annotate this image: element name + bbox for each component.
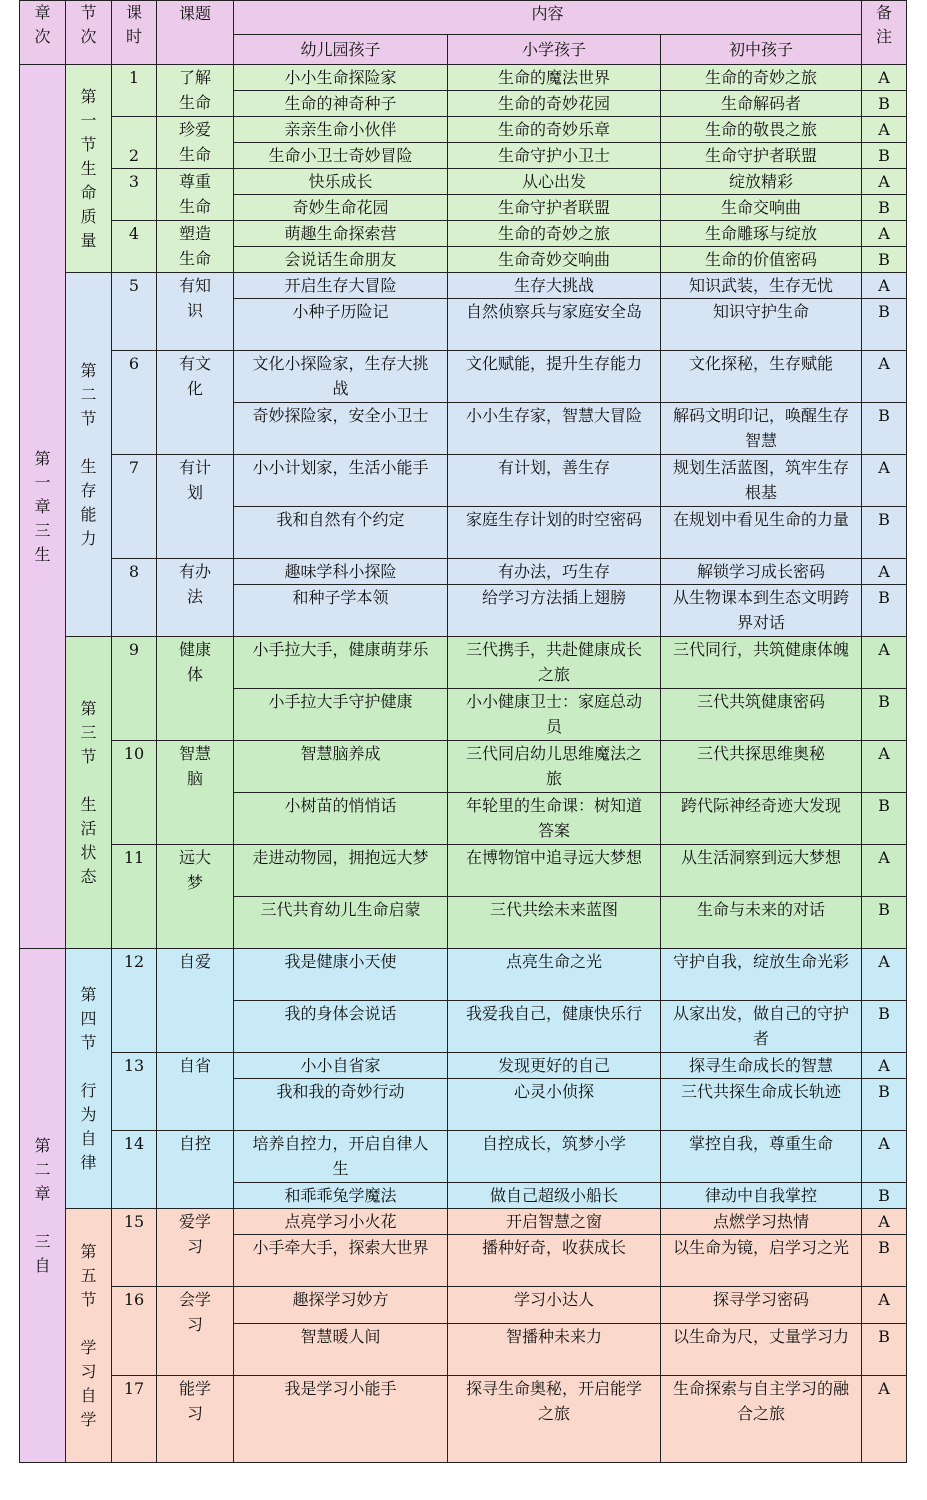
junior-activity: 三代共探生命成长轨迹 — [661, 1079, 862, 1131]
lesson-topic: 能学习 — [157, 1376, 234, 1463]
lesson-number: 14 — [112, 1131, 157, 1209]
lesson-topic: 远大梦 — [157, 845, 234, 949]
primary-activity: 播种好奇，收获成长 — [448, 1235, 661, 1287]
table-row — [20, 741, 907, 793]
table-row — [20, 1376, 907, 1463]
section-title: 第五节 学习自学 — [66, 1209, 112, 1463]
table-row — [20, 1287, 907, 1324]
junior-activity: 三代共探思维奥秘 — [661, 741, 862, 793]
kindergarten-activity: 奇妙探险家，安全小卫士 — [234, 403, 448, 455]
lesson-number: 15 — [112, 1209, 157, 1287]
lesson-topic: 智慧脑 — [157, 741, 234, 845]
note-cell: A — [862, 455, 907, 507]
kindergarten-activity: 小手牵大手，探索大世界 — [234, 1235, 448, 1287]
primary-activity: 小小健康卫士：家庭总动员 — [448, 689, 661, 741]
primary-activity: 生命的魔法世界 — [448, 65, 661, 91]
note-cell: B — [862, 1235, 907, 1287]
header-primary: 小学孩子 — [448, 35, 661, 65]
lesson-number: 11 — [112, 845, 157, 949]
lesson-topic: 有计划 — [157, 455, 234, 559]
primary-activity: 生命奇妙交响曲 — [448, 247, 661, 273]
lesson-number: 6 — [112, 351, 157, 455]
primary-activity: 生存大挑战 — [448, 273, 661, 299]
kindergarten-activity: 趣探学习妙方 — [234, 1287, 448, 1324]
lesson-number: 4 — [112, 221, 157, 273]
kindergarten-activity: 开启生存大冒险 — [234, 273, 448, 299]
note-cell: A — [862, 65, 907, 91]
junior-activity: 知识武装，生存无忧 — [661, 273, 862, 299]
note-cell: B — [862, 689, 907, 741]
lesson-number: 2 — [112, 117, 157, 169]
lesson-number: 17 — [112, 1376, 157, 1463]
kindergarten-activity: 三代共育幼儿生命启蒙 — [234, 897, 448, 949]
note-cell: A — [862, 1053, 907, 1079]
lesson-topic: 自爱 — [157, 949, 234, 1053]
primary-activity: 做自己超级小船长 — [448, 1183, 661, 1209]
note-cell: B — [862, 793, 907, 845]
table-row — [20, 273, 907, 299]
table-row — [20, 637, 907, 689]
primary-activity: 三代同启幼儿思维魔法之旅 — [448, 741, 661, 793]
primary-activity: 开启智慧之窗 — [448, 1209, 661, 1235]
kindergarten-activity: 点亮学习小火花 — [234, 1209, 448, 1235]
note-cell: A — [862, 1287, 907, 1324]
primary-activity: 家庭生存计划的时空密码 — [448, 507, 661, 559]
lesson-number: 9 — [112, 637, 157, 741]
kindergarten-activity: 文化小探险家，生存大挑战 — [234, 351, 448, 403]
lesson-topic: 自省 — [157, 1053, 234, 1131]
primary-activity: 生命的奇妙乐章 — [448, 117, 661, 143]
kindergarten-activity: 走进动物园，拥抱远大梦 — [234, 845, 448, 897]
table-row — [20, 845, 907, 897]
junior-activity: 守护自我，绽放生命光彩 — [661, 949, 862, 1001]
lesson-number: 10 — [112, 741, 157, 845]
note-cell: A — [862, 1209, 907, 1235]
junior-activity: 生命的敬畏之旅 — [661, 117, 862, 143]
note-cell: A — [862, 117, 907, 143]
lesson-topic: 会学习 — [157, 1287, 234, 1376]
header-hours: 课时 — [112, 1, 157, 65]
note-cell: A — [862, 559, 907, 585]
table-row — [20, 949, 907, 1001]
lesson-topic: 珍爱生命 — [157, 117, 234, 169]
chapter-title: 第一章三生 — [20, 65, 66, 949]
table-row — [20, 559, 907, 585]
primary-activity: 有计划，善生存 — [448, 455, 661, 507]
note-cell: B — [862, 1183, 907, 1209]
header-section: 节次 — [66, 1, 112, 65]
lesson-topic: 健康体 — [157, 637, 234, 741]
junior-activity: 从生物课本到生态文明跨界对话 — [661, 585, 862, 637]
header-chapter: 章次 — [20, 1, 66, 65]
kindergarten-activity: 小种子历险记 — [234, 299, 448, 351]
section-title: 第一节生命质量 — [66, 65, 112, 273]
lesson-number: 5 — [112, 273, 157, 351]
junior-activity: 知识守护生命 — [661, 299, 862, 351]
note-cell: B — [862, 1079, 907, 1131]
lesson-topic: 自控 — [157, 1131, 234, 1209]
table-row — [20, 1131, 907, 1183]
lesson-number: 3 — [112, 169, 157, 221]
primary-activity: 从心出发 — [448, 169, 661, 195]
kindergarten-activity: 生命的神奇种子 — [234, 91, 448, 117]
table-row — [20, 455, 907, 507]
kindergarten-activity: 小手拉大手守护健康 — [234, 689, 448, 741]
header-junior: 初中孩子 — [661, 35, 862, 65]
kindergarten-activity: 会说话生命朋友 — [234, 247, 448, 273]
lesson-topic: 爱学习 — [157, 1209, 234, 1287]
note-cell: B — [862, 1001, 907, 1053]
junior-activity: 文化探秘，生存赋能 — [661, 351, 862, 403]
primary-activity: 我爱我自己，健康快乐行 — [448, 1001, 661, 1053]
note-cell: B — [862, 195, 907, 221]
kindergarten-activity: 小小计划家，生活小能手 — [234, 455, 448, 507]
table-row — [20, 221, 907, 247]
junior-activity: 律动中自我掌控 — [661, 1183, 862, 1209]
primary-activity: 自控成长，筑梦小学 — [448, 1131, 661, 1183]
lesson-number: 7 — [112, 455, 157, 559]
kindergarten-activity: 小小自省家 — [234, 1053, 448, 1079]
primary-activity: 文化赋能，提升生存能力 — [448, 351, 661, 403]
kindergarten-activity: 快乐成长 — [234, 169, 448, 195]
note-cell: B — [862, 143, 907, 169]
junior-activity: 生命的价值密码 — [661, 247, 862, 273]
note-cell: B — [862, 897, 907, 949]
primary-activity: 智播种未来力 — [448, 1324, 661, 1376]
kindergarten-activity: 亲亲生命小伙伴 — [234, 117, 448, 143]
note-cell: B — [862, 299, 907, 351]
junior-activity: 生命雕琢与绽放 — [661, 221, 862, 247]
junior-activity: 生命交响曲 — [661, 195, 862, 221]
primary-activity: 探寻生命奥秘，开启能学之旅 — [448, 1376, 661, 1463]
kindergarten-activity: 我是健康小天使 — [234, 949, 448, 1001]
header-topic: 课题 — [157, 1, 234, 65]
table-row — [20, 169, 907, 195]
note-cell: B — [862, 1324, 907, 1376]
primary-activity: 给学习方法插上翅膀 — [448, 585, 661, 637]
primary-activity: 小小生存家，智慧大冒险 — [448, 403, 661, 455]
lesson-topic: 了解生命 — [157, 65, 234, 117]
junior-activity: 以生命为镜，启学习之光 — [661, 1235, 862, 1287]
note-cell: B — [862, 247, 907, 273]
kindergarten-activity: 和乖乖兔学魔法 — [234, 1183, 448, 1209]
junior-activity: 以生命为尺，丈量学习力 — [661, 1324, 862, 1376]
lesson-number: 12 — [112, 949, 157, 1053]
junior-activity: 在规划中看见生命的力量 — [661, 507, 862, 559]
junior-activity: 解锁学习成长密码 — [661, 559, 862, 585]
table-row — [20, 65, 907, 91]
kindergarten-activity: 我和自然有个约定 — [234, 507, 448, 559]
primary-activity: 发现更好的自己 — [448, 1053, 661, 1079]
table-row — [20, 1209, 907, 1235]
primary-activity: 心灵小侦探 — [448, 1079, 661, 1131]
junior-activity: 探寻学习密码 — [661, 1287, 862, 1324]
kindergarten-activity: 奇妙生命花园 — [234, 195, 448, 221]
junior-activity: 绽放精彩 — [661, 169, 862, 195]
kindergarten-activity: 小树苗的悄悄话 — [234, 793, 448, 845]
junior-activity: 三代共筑健康密码 — [661, 689, 862, 741]
junior-activity: 生命与未来的对话 — [661, 897, 862, 949]
lesson-topic: 有文化 — [157, 351, 234, 455]
header-content: 内容 — [234, 1, 862, 35]
table-row — [20, 117, 907, 143]
kindergarten-activity: 我是学习小能手 — [234, 1376, 448, 1463]
note-cell: A — [862, 741, 907, 793]
primary-activity: 生命的奇妙花园 — [448, 91, 661, 117]
junior-activity: 点燃学习热情 — [661, 1209, 862, 1235]
table-row — [20, 351, 907, 403]
junior-activity: 从生活洞察到远大梦想 — [661, 845, 862, 897]
junior-activity: 探寻生命成长的智慧 — [661, 1053, 862, 1079]
primary-activity: 年轮里的生命课：树知道答案 — [448, 793, 661, 845]
note-cell: A — [862, 637, 907, 689]
lesson-number: 1 — [112, 65, 157, 117]
kindergarten-activity: 和种子学本领 — [234, 585, 448, 637]
header-note: 备注 — [862, 1, 907, 65]
kindergarten-activity: 生命小卫士奇妙冒险 — [234, 143, 448, 169]
note-cell: A — [862, 1376, 907, 1463]
junior-activity: 生命守护者联盟 — [661, 143, 862, 169]
kindergarten-activity: 趣味学科小探险 — [234, 559, 448, 585]
primary-activity: 点亮生命之光 — [448, 949, 661, 1001]
note-cell: B — [862, 91, 907, 117]
junior-activity: 生命解码者 — [661, 91, 862, 117]
junior-activity: 生命探索与自主学习的融合之旅 — [661, 1376, 862, 1463]
lesson-topic: 塑造生命 — [157, 221, 234, 273]
junior-activity: 从家出发，做自己的守护者 — [661, 1001, 862, 1053]
kindergarten-activity: 我的身体会说话 — [234, 1001, 448, 1053]
primary-activity: 有办法，巧生存 — [448, 559, 661, 585]
kindergarten-activity: 我和我的奇妙行动 — [234, 1079, 448, 1131]
kindergarten-activity: 小小生命探险家 — [234, 65, 448, 91]
note-cell: B — [862, 585, 907, 637]
primary-activity: 三代携手，共赴健康成长之旅 — [448, 637, 661, 689]
note-cell: A — [862, 351, 907, 403]
table-row — [20, 1053, 907, 1079]
kindergarten-activity: 小手拉大手，健康萌芽乐 — [234, 637, 448, 689]
section-title: 第三节 生活状态 — [66, 637, 112, 949]
primary-activity: 生命守护者联盟 — [448, 195, 661, 221]
note-cell: A — [862, 221, 907, 247]
primary-activity: 自然侦察兵与家庭安全岛 — [448, 299, 661, 351]
junior-activity: 生命的奇妙之旅 — [661, 65, 862, 91]
note-cell: B — [862, 403, 907, 455]
kindergarten-activity: 智慧暖人间 — [234, 1324, 448, 1376]
junior-activity: 规划生活蓝图，筑牢生存根基 — [661, 455, 862, 507]
junior-activity: 解码文明印记，唤醒生存智慧 — [661, 403, 862, 455]
junior-activity: 掌控自我，尊重生命 — [661, 1131, 862, 1183]
primary-activity: 三代共绘未来蓝图 — [448, 897, 661, 949]
lesson-number: 8 — [112, 559, 157, 637]
section-title: 第二节 生存能力 — [66, 273, 112, 637]
kindergarten-activity: 智慧脑养成 — [234, 741, 448, 793]
note-cell: A — [862, 169, 907, 195]
junior-activity: 跨代际神经奇迹大发现 — [661, 793, 862, 845]
note-cell: A — [862, 949, 907, 1001]
note-cell: A — [862, 845, 907, 897]
lesson-topic: 有知识 — [157, 273, 234, 351]
note-cell: B — [862, 507, 907, 559]
lesson-topic: 有办法 — [157, 559, 234, 637]
note-cell: A — [862, 1131, 907, 1183]
chapter-title: 第二章 三自 — [20, 949, 66, 1463]
junior-activity: 三代同行，共筑健康体魄 — [661, 637, 862, 689]
primary-activity: 生命守护小卫士 — [448, 143, 661, 169]
lesson-topic: 尊重生命 — [157, 169, 234, 221]
note-cell: A — [862, 273, 907, 299]
lesson-number: 13 — [112, 1053, 157, 1131]
primary-activity: 在博物馆中追寻远大梦想 — [448, 845, 661, 897]
lesson-number: 16 — [112, 1287, 157, 1376]
header-row — [20, 1, 907, 35]
section-title: 第四节 行为自律 — [66, 949, 112, 1209]
primary-activity: 生命的奇妙之旅 — [448, 221, 661, 247]
curriculum-table — [19, 0, 907, 1463]
kindergarten-activity: 萌趣生命探索营 — [234, 221, 448, 247]
header-kindergarten: 幼儿园孩子 — [234, 35, 448, 65]
kindergarten-activity: 培养自控力，开启自律人生 — [234, 1131, 448, 1183]
primary-activity: 学习小达人 — [448, 1287, 661, 1324]
